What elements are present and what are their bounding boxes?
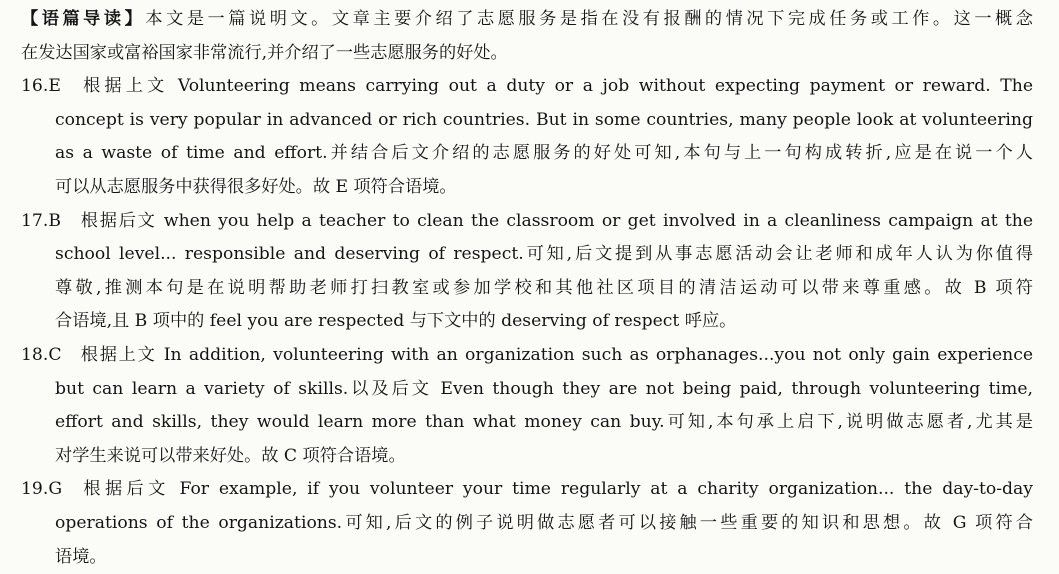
item-17-line-4: 合语境,且 B 项中的 feel you are respected 与下文中的 deserving of respect 呼应。	[21, 305, 1033, 339]
item-16-line-1	[21, 70, 1033, 104]
item-number: 16.E	[21, 70, 79, 104]
item-18-line-4: 对学生来说可以带来好处。故 C 项符合语境。	[21, 440, 1033, 474]
item-18-text-1: 根据上文 In addition, volunteering with an organization such as orphanages...you not only gain experience	[79, 345, 1033, 365]
item-16-line-3: as a waste of time and effort.并结合后文介绍的志愿服务的好处可知,本句与上一句构成转折,应是在说一个人	[21, 137, 1033, 171]
item-17-line-2: school level... responsible and deserving of respect.可知,后文提到从事志愿活动会让老师和成年人认为你值得	[21, 238, 1033, 272]
item-16-text-1: 根据上文 Volunteering means carrying out a duty or a job without expecting payment or reward. The	[79, 76, 1033, 96]
intro-line-1	[21, 3, 1033, 37]
item-19-text-1: 根据后文 For example, if you volunteer your time regularly at a charity organization... the day-to-day	[79, 479, 1033, 499]
item-number: 18.C	[21, 339, 79, 373]
item-19-line-2: operations of the organizations.可知,后文的例子说明做志愿者可以接触一些重要的知识和思想。故 G 项符合	[21, 507, 1033, 541]
item-17-line-1	[21, 205, 1033, 239]
item-18-line-3: effort and skills, they would learn more than what money can buy.可知,本句承上启下,说明做志愿者,尤其是	[21, 406, 1033, 440]
item-16-line-2: concept is very popular in advanced or rich countries. But in some countries, many people look at volunteering	[21, 104, 1033, 138]
item-number: 19.G	[21, 473, 79, 507]
item-19-line-1	[21, 473, 1033, 507]
item-16-line-4: 可以从志愿服务中获得很多好处。故 E 项符合语境。	[21, 171, 1033, 205]
item-19-line-3: 语境。	[21, 541, 1033, 574]
item-18-line-1	[21, 339, 1033, 373]
intro-tag-close: 】	[125, 9, 146, 29]
intro-tag-label: 语篇导读	[42, 9, 125, 29]
item-17-text-1: 根据后文 when you help a teacher to clean the classroom or get involved in a cleanliness campaign at the	[79, 211, 1033, 231]
intro-line-2: 在发达国家或富裕国家非常流行,并介绍了一些志愿服务的好处。	[21, 37, 1033, 71]
item-17-line-3: 尊敬,推测本句是在说明帮助老师打扫教室或参加学校和其他社区项目的清洁运动可以带来尊重感。故 B 项符	[21, 272, 1033, 306]
item-18-line-2: but can learn a variety of skills.以及后文 Even though they are not being paid, through volunteering time,	[21, 373, 1033, 407]
intro-tag-open: 【	[21, 9, 42, 29]
intro-text: 本文是一篇说明文。文章主要介绍了志愿服务是指在没有报酬的情况下完成任务或工作。这一概念	[145, 9, 1033, 29]
item-number: 17.B	[21, 205, 79, 239]
